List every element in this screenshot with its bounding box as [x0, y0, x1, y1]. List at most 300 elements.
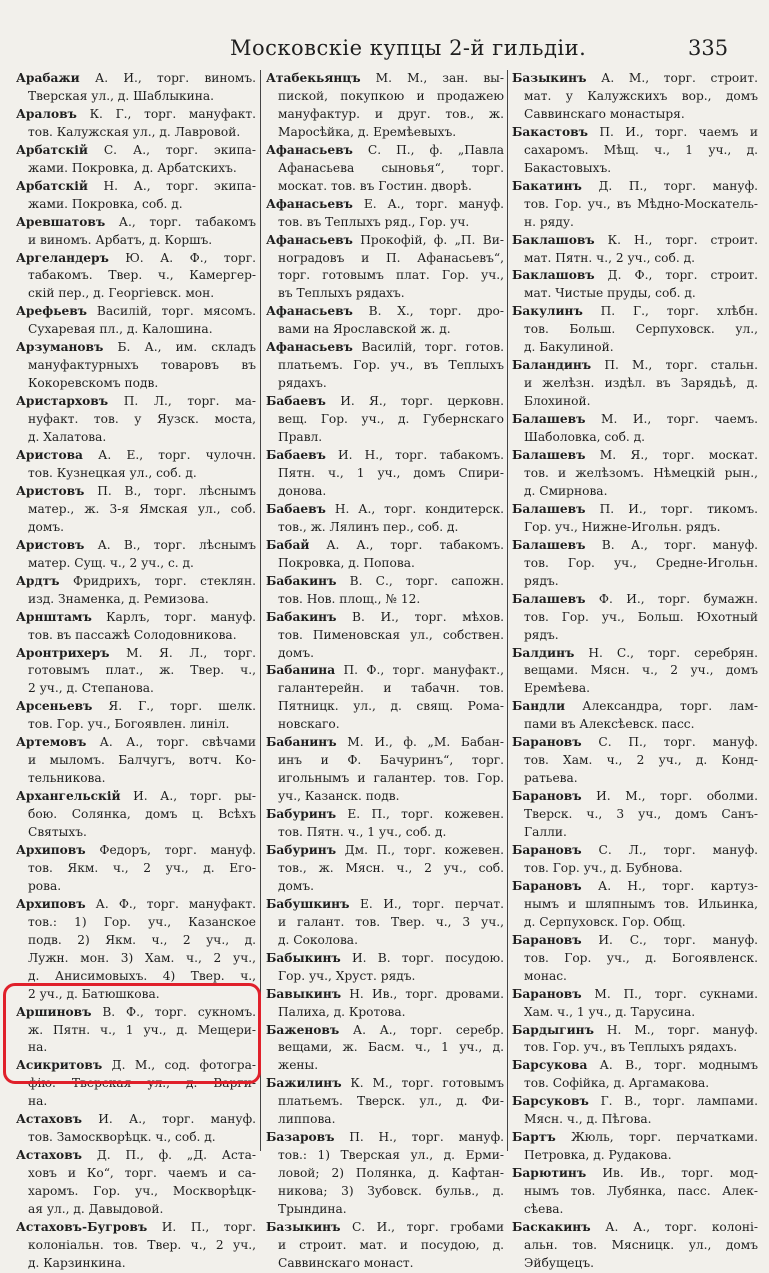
merchant-surname: Бабакинъ — [266, 609, 337, 624]
entry-continuation-line: вещ. Гор. уч., д. Губернскаго — [278, 412, 504, 427]
entry-continuation-line: и галант. тов. Твер. ч., 3 уч., — [278, 914, 504, 929]
merchant-surname: Бабушкинъ — [266, 896, 350, 911]
merchant-entry — [512, 303, 758, 357]
merchant-surname: Барютинъ — [512, 1166, 587, 1181]
entry-first-line: Бакулинъ П. Г., торг. хлѣбн. — [512, 304, 758, 319]
merchant-entry — [266, 896, 504, 950]
entry-continuation-line: Тверская ул., д. Шаблыкина. — [28, 88, 215, 103]
entry-continuation-line: табакомъ. Твер. ч., Камергер- — [28, 268, 256, 283]
merchant-entry — [512, 986, 758, 1022]
column-divider — [260, 70, 261, 1151]
entry-first-line: Бабаевъ И. Н., торг. табакомъ. — [266, 448, 504, 463]
entry-first-line: Барановъ И. М., торг. оболми. — [512, 789, 758, 804]
entry-continuation-line: новскаго. — [278, 717, 340, 732]
entry-continuation-line: Блохиной. — [524, 394, 591, 409]
merchant-surname: Балашевъ — [512, 501, 586, 516]
entry-continuation-line: мат. Пятн. ч., 2 уч., соб. д. — [524, 250, 695, 265]
merchant-surname: Барсуковъ — [512, 1094, 589, 1109]
entry-first-line: Афанасьевъ С. П., ф. „Павла — [266, 142, 504, 157]
merchant-entry — [512, 178, 758, 232]
entry-continuation-line: пиской, покупкою и продажею — [278, 88, 504, 103]
entry-first-line: Бандли Александра, торг. лам- — [512, 699, 758, 714]
merchant-entry — [266, 70, 504, 142]
highlighted-merchant-entry — [16, 1147, 256, 1219]
merchant-entry — [266, 393, 504, 447]
merchant-entry — [512, 1093, 758, 1129]
merchant-surname: Арбатскій — [16, 178, 88, 193]
entry-continuation-line: Святыхъ. — [28, 825, 87, 840]
entry-first-line: Барановъ С. Л., торг. мануф. — [512, 842, 758, 857]
entry-first-line: Баландинъ П. М., торг. стальн. — [512, 358, 758, 373]
merchant-entry — [512, 734, 758, 788]
merchant-column-3 — [512, 70, 758, 1270]
entry-first-line: Архиповъ А. Ф., торг. мануфакт. — [16, 896, 256, 911]
entry-continuation-line: тов. и желѣзомъ. Нѣмецкій рын., — [524, 465, 758, 480]
merchant-entry — [16, 645, 256, 699]
merchant-entry — [512, 842, 758, 878]
entry-continuation-line: Лужн. мон. 3) Хам. ч., 2 уч., — [28, 950, 256, 965]
merchant-surname: Баженовъ — [266, 1022, 340, 1037]
merchant-entry — [266, 537, 504, 573]
merchant-entry — [512, 1165, 758, 1219]
merchant-entry — [512, 537, 758, 591]
entry-first-line: Бабай А. А., торг. табакомъ. — [266, 537, 504, 552]
entry-first-line: Аристовъ А. В., торг. лѣснымъ — [16, 537, 256, 552]
entry-continuation-line: въ Теплыхъ рядахъ. — [278, 286, 405, 301]
merchant-surname: Бартъ — [512, 1130, 556, 1145]
entry-first-line: Барановъ И. С., торг. мануф. — [512, 932, 758, 947]
merchant-surname: Аревшатовъ — [16, 214, 106, 229]
merchant-entry — [266, 662, 504, 734]
entry-first-line: Балашевъ М. И., торг. чаемъ. — [512, 412, 758, 427]
entry-first-line: Афанасьевъ В. Х., торг. дро- — [266, 304, 504, 319]
merchant-surname: Баклашовъ — [512, 232, 595, 247]
entry-first-line: Афанасьевъ Прокофій, ф. „П. Ви- — [266, 232, 504, 247]
entry-first-line: Бабыкинъ И. В. торг. посудою. — [266, 950, 504, 965]
merchant-surname: Барсукова — [512, 1058, 588, 1073]
merchant-entry — [512, 501, 758, 537]
merchant-entry — [512, 788, 758, 842]
entry-continuation-line: Маросѣйка, д. Еремѣевыхъ. — [278, 124, 457, 139]
merchant-surname: Афанасьевъ — [266, 340, 353, 355]
entry-continuation-line: 2 уч., д. Степанова. — [28, 681, 154, 696]
merchant-surname: Балашевъ — [512, 412, 586, 427]
entry-first-line: Бавыкинъ Н. Ив., торг. дровами. — [266, 986, 504, 1001]
merchant-entry — [512, 1219, 758, 1273]
entry-continuation-line: д. Бакулиной. — [524, 340, 614, 355]
entry-first-line: Базаровъ П. Н., торг. мануф. — [266, 1130, 504, 1145]
entry-first-line: Аристарховъ П. Л., торг. ма- — [16, 394, 256, 409]
merchant-surname: Барановъ — [512, 789, 582, 804]
merchant-entry — [266, 734, 504, 806]
entry-continuation-line: вами на Ярославской ж. д. — [278, 322, 451, 337]
entry-continuation-line: тов. Софійка, д. Аргамакова. — [524, 1076, 710, 1091]
merchant-surname: Бакулинъ — [512, 304, 583, 319]
entry-continuation-line: рядъ. — [524, 627, 559, 642]
merchant-entry — [16, 788, 256, 842]
merchant-entry — [16, 1004, 256, 1058]
entry-continuation-line: Гор. уч., Хруст. рядъ. — [278, 968, 416, 983]
entry-continuation-line: Галли. — [524, 825, 567, 840]
entry-first-line: Арсеньевъ Я. Г., торг. шелк. — [16, 699, 256, 714]
entry-continuation-line: д. Анисимовыхъ. 4) Твер. ч., — [28, 968, 256, 983]
entry-first-line: Балашевъ В. А., торг. мануф. — [512, 537, 758, 552]
entry-continuation-line: Гор. уч., Нижне-Игольн. рядъ. — [524, 519, 721, 534]
entry-first-line: Архангельскій И. А., торг. ры- — [16, 789, 256, 804]
merchant-surname: Араловъ — [16, 106, 77, 121]
entry-first-line: Архиповъ Федоръ, торг. мануф. — [16, 842, 256, 857]
entry-first-line: Араловъ К. Г., торг. мануфакт. — [16, 106, 256, 121]
merchant-surname: Архиповъ — [16, 842, 86, 857]
entry-continuation-line: Правл. — [278, 430, 323, 445]
merchant-surname: Бавыкинъ — [266, 986, 342, 1001]
entry-continuation-line: скій пер., д. Георгіевск. мон. — [28, 286, 215, 301]
merchant-entry — [512, 591, 758, 645]
entry-continuation-line: жами. Покровка, соб. д. — [28, 196, 183, 211]
entry-first-line: Арабажи А. И., торг. виномъ. — [16, 71, 256, 85]
entry-continuation-line: тов. Гор. уч., въ Мѣдно-Москатель- — [524, 196, 758, 211]
merchant-entry — [16, 447, 256, 483]
merchant-entry — [16, 142, 256, 178]
entry-continuation-line: тов. Гор. уч., д. Бубнова. — [524, 860, 683, 875]
entry-continuation-line: тов. Якм. ч., 2 уч., д. Его- — [28, 860, 256, 875]
entry-first-line: Атабекьянцъ М. М., зан. вы- — [266, 71, 504, 85]
entry-continuation-line: мануфактурныхъ товаровъ въ — [28, 358, 256, 373]
entry-continuation-line: Мясн. ч., д. Пѣгова. — [524, 1112, 652, 1127]
entry-continuation-line: бою. Солянка, домъ ц. Всѣхъ — [28, 807, 256, 822]
entry-first-line: Афанасьевъ Василій, торг. готов. — [266, 340, 504, 355]
entry-first-line: Бартъ Жюль, торг. перчатками. — [512, 1130, 758, 1145]
entry-first-line: Арбатскій Н. А., торг. экипа- — [16, 178, 256, 193]
merchant-surname: Бабаевъ — [266, 394, 326, 409]
entry-continuation-line: изд. Знаменка, д. Ремизова. — [28, 591, 209, 606]
entry-first-line: Арзумановъ Б. А., им. складъ — [16, 340, 256, 355]
merchant-surname: Арбатскій — [16, 142, 88, 157]
entry-continuation-line: тов. Гор. уч., въ Теплыхъ рядахъ. — [524, 1040, 738, 1055]
entry-continuation-line: Палиха, д. Кротова. — [278, 1004, 406, 1019]
entry-continuation-line: альн. тов. Мясницк. ул., домъ — [524, 1237, 758, 1252]
entry-continuation-line: колоніальн. тов. Твер. ч., 2 уч., — [28, 1237, 256, 1252]
entry-first-line: Астаховъ И. А., торг. мануф. — [16, 1112, 256, 1127]
entry-first-line: Аронтрихеръ М. Я. Л., торг. — [16, 645, 256, 660]
entry-first-line: Бабакинъ В. И., торг. мѣхов. — [266, 609, 504, 624]
entry-continuation-line: тов., ж. Лялинъ пер., соб. д. — [278, 519, 459, 534]
entry-first-line: Балашевъ Ф. И., торг. бумажн. — [512, 591, 758, 606]
entry-continuation-line: ратьева. — [524, 771, 578, 786]
entry-continuation-line: д. Халатова. — [28, 430, 107, 445]
merchant-surname: Аргеландеръ — [16, 250, 109, 265]
merchant-entry — [16, 734, 256, 788]
entry-first-line: Аргеландеръ Ю. А. Ф., торг. — [16, 250, 256, 265]
merchant-surname: Астаховъ — [16, 1112, 83, 1127]
entry-continuation-line: нуфакт. тов. у Яузск. моста, — [28, 412, 256, 427]
entry-continuation-line: пами въ Алексѣевск. пасс. — [524, 717, 695, 732]
merchant-surname: Арефьевъ — [16, 304, 88, 319]
merchant-surname: Астаховъ — [16, 1148, 83, 1163]
entry-continuation-line: домъ. — [28, 519, 64, 534]
entry-continuation-line: вещами. Мясн. ч., 2 уч., домъ — [524, 663, 758, 678]
merchant-surname: Атабекьянцъ — [266, 71, 361, 85]
entry-continuation-line: тов. Нов. площ., № 12. — [278, 591, 421, 606]
merchant-entry — [512, 411, 758, 447]
merchant-entry — [266, 501, 504, 537]
entry-continuation-line: тов. Гор. уч., Богоявлен. линіл. — [28, 717, 230, 732]
merchant-entry — [512, 447, 758, 501]
entry-continuation-line: инъ и Ф. Бачуринъ“, торг. — [278, 753, 504, 768]
entry-continuation-line: Петровка, д. Рудакова. — [524, 1148, 672, 1163]
entry-continuation-line: фію. Тверская ул., д. Варги- — [28, 1076, 256, 1091]
merchant-surname: Балдинъ — [512, 645, 575, 660]
entry-first-line: Артемовъ А. А., торг. свѣчами — [16, 735, 256, 750]
entry-continuation-line: Шаболовка, соб. д. — [524, 430, 646, 445]
merchant-surname: Арзумановъ — [16, 340, 104, 355]
merchant-entry — [266, 303, 504, 339]
entry-continuation-line: вещами, ж. Басм. ч., 1 уч., д. — [278, 1040, 504, 1055]
entry-continuation-line: и мыломъ. Балчугъ, вотч. Ко- — [28, 753, 256, 768]
merchant-surname: Баландинъ — [512, 358, 592, 373]
merchant-surname: Бабуринъ — [266, 842, 337, 857]
merchant-surname: Базаровъ — [266, 1130, 335, 1145]
entry-continuation-line: ж. Пятн. ч., 1 уч., д. Мещери- — [28, 1022, 256, 1037]
merchant-surname: Барановъ — [512, 932, 582, 947]
entry-continuation-line: игольнымъ и галантер. тов. Гор. — [278, 771, 504, 786]
entry-continuation-line: торг. готовымъ плат. Гор. уч., — [278, 268, 504, 283]
entry-continuation-line: 2 уч., д. Батюшкова. — [28, 986, 160, 1001]
entry-continuation-line: Покровка, д. Попова. — [278, 555, 415, 570]
entry-first-line: Бакатинъ Д. П., торг. мануф. — [512, 178, 758, 193]
merchant-surname: Аристова — [16, 448, 83, 463]
entry-continuation-line: н. ряду. — [524, 214, 574, 229]
entry-first-line: Астаховъ Д. П., ф. „Д. Аста- — [16, 1148, 256, 1163]
entry-first-line: Афанасьевъ Е. А., торг. мануф. — [266, 196, 504, 211]
entry-continuation-line: тов.: 1) Тверская ул., д. Ерми- — [278, 1148, 504, 1163]
merchant-surname: Бабаевъ — [266, 501, 326, 516]
entry-continuation-line: матер. Сущ. ч., 2 уч., с. д. — [28, 555, 194, 570]
entry-continuation-line: рядъ. — [524, 573, 559, 588]
entry-continuation-line: тов. Кузнецкая ул., соб. д. — [28, 465, 197, 480]
entry-continuation-line: москат. тов. въ Гостин. дворѣ. — [278, 178, 472, 193]
entry-first-line: Асикритовъ Д. М., сод. фотогра- — [16, 1058, 256, 1073]
merchant-entry — [266, 806, 504, 842]
merchant-entry — [16, 178, 256, 214]
merchant-surname: Аристарховъ — [16, 394, 109, 409]
merchant-entry — [16, 106, 256, 142]
merchant-entry — [16, 842, 256, 896]
entry-continuation-line: нымъ и шляпнымъ тов. Ильинка, — [524, 896, 758, 911]
entry-continuation-line: жены. — [278, 1058, 319, 1073]
merchant-surname: Барановъ — [512, 878, 582, 893]
merchant-entry — [512, 698, 758, 734]
merchant-entry — [512, 878, 758, 932]
entry-first-line: Барановъ М. П., торг. сукнами. — [512, 986, 758, 1001]
entry-continuation-line: никова; 3) Зубовск. бульв., д. — [278, 1184, 504, 1199]
merchant-surname: Ардтъ — [16, 573, 60, 588]
merchant-surname: Арнштамъ — [16, 609, 92, 624]
entry-continuation-line: тов. Гор. уч., д. Богоявленск. — [524, 950, 758, 965]
entry-first-line: Бажилинъ К. М., торг. готовымъ — [266, 1076, 504, 1091]
merchant-entry — [266, 842, 504, 896]
entry-continuation-line: тельникова. — [28, 771, 106, 786]
merchant-surname: Бардыгинъ — [512, 1022, 594, 1037]
entry-continuation-line: тов. Гор. уч., Больш. Юхотный — [524, 609, 758, 624]
entry-first-line: Бабуринъ Дм. П., торг. кожевен. — [266, 842, 504, 857]
page-title: Московскіе купцы 2-й гильдіи. — [230, 36, 587, 60]
merchant-entry — [266, 142, 504, 196]
column-divider — [507, 70, 508, 1151]
merchant-surname: Баклашовъ — [512, 268, 595, 283]
entry-continuation-line: Пятницк. ул., д. свящ. Рома- — [278, 699, 504, 714]
entry-continuation-line: домъ. — [278, 645, 314, 660]
entry-continuation-line: тов. Калужская ул., д. Лавровой. — [28, 124, 241, 139]
merchant-entry — [266, 950, 504, 986]
entry-continuation-line: мат. у Калужскихъ вор., домъ — [524, 88, 758, 103]
entry-first-line: Балашевъ П. И., торг. тикомъ. — [512, 501, 758, 516]
entry-continuation-line: Эйбущецъ. — [524, 1255, 594, 1270]
entry-continuation-line: жами. Покровка, д. Арбатскихъ. — [28, 160, 237, 175]
entry-continuation-line: Сухаревая пл., д. Калошина. — [28, 322, 213, 337]
entry-continuation-line: мат. Чистые пруды, соб. д. — [524, 286, 696, 301]
merchant-surname: Баскакинъ — [512, 1220, 591, 1234]
entry-first-line: Базыкинъ С. И., торг. гробами — [266, 1220, 504, 1234]
entry-continuation-line: на. — [28, 1094, 48, 1109]
entry-continuation-line: ноградовъ и П. Афанасьевъ“, — [278, 250, 504, 265]
entry-continuation-line: тов. въ Теплыхъ ряд., Гор. уч. — [278, 214, 470, 229]
entry-continuation-line: тов. Пименовская ул., собствен. — [278, 627, 504, 642]
merchant-surname: Афанасьевъ — [266, 142, 353, 157]
entry-first-line: Барсукова А. В., торг. моднымъ — [512, 1058, 758, 1073]
entry-first-line: Астаховъ-Бугровъ И. П., торг. — [16, 1220, 256, 1234]
entry-first-line: Бабанинъ М. И., ф. „М. Бабан- — [266, 735, 504, 750]
merchant-surname: Афанасьевъ — [266, 232, 353, 247]
merchant-entry — [16, 303, 256, 339]
merchant-entry — [512, 232, 758, 268]
entry-continuation-line: уч., Казанск. подв. — [278, 789, 400, 804]
entry-continuation-line: рова. — [28, 878, 62, 893]
entry-first-line: Бабаевъ Н. А., торг. кондитерск. — [266, 501, 504, 516]
merchant-entry — [266, 447, 504, 501]
merchant-surname: Арсеньевъ — [16, 699, 93, 714]
entry-continuation-line: ая ул., д. Давыдовой. — [28, 1202, 164, 1217]
merchant-surname: Балашевъ — [512, 537, 586, 552]
merchant-surname: Базыкинъ — [266, 1220, 341, 1234]
entry-first-line: Балдинъ Н. С., торг. серебрян. — [512, 645, 758, 660]
merchant-entry — [266, 1022, 504, 1076]
merchant-surname: Аристовъ — [16, 483, 85, 498]
page-number: 335 — [688, 36, 729, 60]
merchant-surname: Бандли — [512, 699, 565, 714]
merchant-entry — [16, 250, 256, 304]
merchant-surname: Барановъ — [512, 842, 582, 857]
merchant-entry — [16, 537, 256, 573]
merchant-entry — [266, 1129, 504, 1219]
entry-first-line: Бабакинъ В. С., торг. сапожн. — [266, 573, 504, 588]
entry-continuation-line: Кокоревскомъ подв. — [28, 376, 159, 391]
merchant-entry — [266, 986, 504, 1022]
entry-first-line: Аристовъ П. В., торг. лѣснымъ — [16, 483, 256, 498]
page-header — [0, 36, 769, 66]
entry-continuation-line: и желѣзн. издѣл. въ Зарядьѣ, д. — [524, 376, 758, 391]
entry-first-line: Баскакинъ А. А., торг. колоні- — [512, 1220, 758, 1234]
entry-continuation-line: тов., ж. Мясн. ч., 2 уч., соб. — [278, 860, 504, 875]
merchant-entry — [512, 645, 758, 699]
merchant-surname: Арабажи — [16, 71, 80, 85]
entry-continuation-line: сѣева. — [524, 1202, 564, 1217]
entry-first-line: Балашевъ М. Я., торг. москат. — [512, 448, 758, 463]
entry-first-line: Бардыгинъ Н. М., торг. мануф. — [512, 1022, 758, 1037]
entry-continuation-line: д. Соколова. — [278, 932, 358, 947]
merchant-surname: Барановъ — [512, 735, 582, 750]
entry-continuation-line: харомъ. Гор. уч., Москворѣцк- — [28, 1184, 256, 1199]
entry-first-line: Аршиновъ В. Ф., торг. сукномъ. — [16, 1004, 256, 1019]
merchant-surname: Бабанинъ — [266, 735, 337, 750]
merchant-surname: Бабуринъ — [266, 807, 337, 822]
entry-continuation-line: ловой; 2) Полянка, д. Кафтан- — [278, 1166, 504, 1181]
entry-continuation-line: Пятн. ч., 1 уч., домъ Спири- — [278, 465, 504, 480]
entry-continuation-line: Хам. ч., 1 уч., д. Тарусина. — [524, 1004, 696, 1019]
entry-continuation-line: платьемъ. Гор. уч., въ Теплыхъ — [278, 358, 504, 373]
entry-continuation-line: монас. — [524, 968, 567, 983]
merchant-entry — [512, 70, 758, 124]
entry-continuation-line: и виномъ. Арбатъ, д. Коршъ. — [28, 232, 213, 247]
entry-first-line: Бабуринъ Е. П., торг. кожевен. — [266, 807, 504, 822]
merchant-surname: Астаховъ-Бугровъ — [16, 1220, 148, 1234]
entry-continuation-line: готовымъ плат., ж. Твер. ч., — [28, 663, 256, 678]
entry-continuation-line: липпова. — [278, 1112, 336, 1127]
entry-continuation-line: тов. Замоскворѣцк. ч., соб. д. — [28, 1130, 216, 1145]
merchant-surname: Аршиновъ — [16, 1004, 92, 1019]
merchant-entry — [512, 1022, 758, 1058]
merchant-entry — [16, 896, 256, 1004]
entry-continuation-line: ховъ и Ко“, торг. чаемъ и са- — [28, 1166, 256, 1181]
merchant-surname: Бакастовъ — [512, 124, 588, 139]
merchant-entry — [512, 932, 758, 986]
merchant-entry — [512, 124, 758, 178]
merchant-entry — [16, 339, 256, 393]
entry-first-line: Барановъ С. П., торг. мануф. — [512, 735, 758, 750]
merchant-entry — [16, 214, 256, 250]
merchant-surname: Бажилинъ — [266, 1076, 342, 1091]
merchant-entry — [512, 1057, 758, 1093]
entry-continuation-line: матер., ж. 3-я Ямская ул., соб. — [28, 501, 256, 516]
entry-first-line: Баженовъ А. А., торг. серебр. — [266, 1022, 504, 1037]
merchant-entry — [16, 393, 256, 447]
entry-continuation-line: тов. Хам. ч., 2 уч., д. Конд- — [524, 753, 758, 768]
entry-first-line: Базыкинъ А. М., торг. строит. — [512, 71, 758, 85]
merchant-surname: Бабай — [266, 537, 310, 552]
merchant-surname: Аронтрихеръ — [16, 645, 110, 660]
entry-first-line: Арнштамъ Карлъ, торг. мануф. — [16, 609, 256, 624]
entry-continuation-line: на. — [28, 1040, 48, 1055]
entry-continuation-line: галантерейн. и табачн. тов. — [278, 681, 504, 696]
entry-first-line: Бабушкинъ Е. И., торг. перчат. — [266, 896, 504, 911]
merchant-entry — [512, 357, 758, 411]
entry-continuation-line: д. Карзинкина. — [28, 1255, 126, 1270]
merchant-entry — [266, 573, 504, 609]
entry-first-line: Арбатскій С. А., торг. экипа- — [16, 142, 256, 157]
merchant-entry — [16, 1057, 256, 1111]
merchant-entry — [266, 339, 504, 393]
entry-continuation-line: мануфактур. и друг. тов., ж. — [278, 106, 504, 121]
entry-continuation-line: Еремѣева. — [524, 681, 590, 696]
entry-continuation-line: тов.: 1) Гор. уч., Казанское — [28, 914, 256, 929]
merchant-entry — [16, 698, 256, 734]
entry-continuation-line: нымъ тов. Лубянка, пасс. Алек- — [524, 1184, 758, 1199]
entry-first-line: Бакастовъ П. И., торг. чаемъ и — [512, 124, 758, 139]
entry-continuation-line: и строит. мат. и посудою, д. — [278, 1237, 504, 1252]
entry-first-line: Арефьевъ Василій, торг. мясомъ. — [16, 304, 256, 319]
merchant-surname: Архангельскій — [16, 789, 121, 804]
entry-first-line: Барютинъ Ив. Ив., торг. мод- — [512, 1166, 758, 1181]
